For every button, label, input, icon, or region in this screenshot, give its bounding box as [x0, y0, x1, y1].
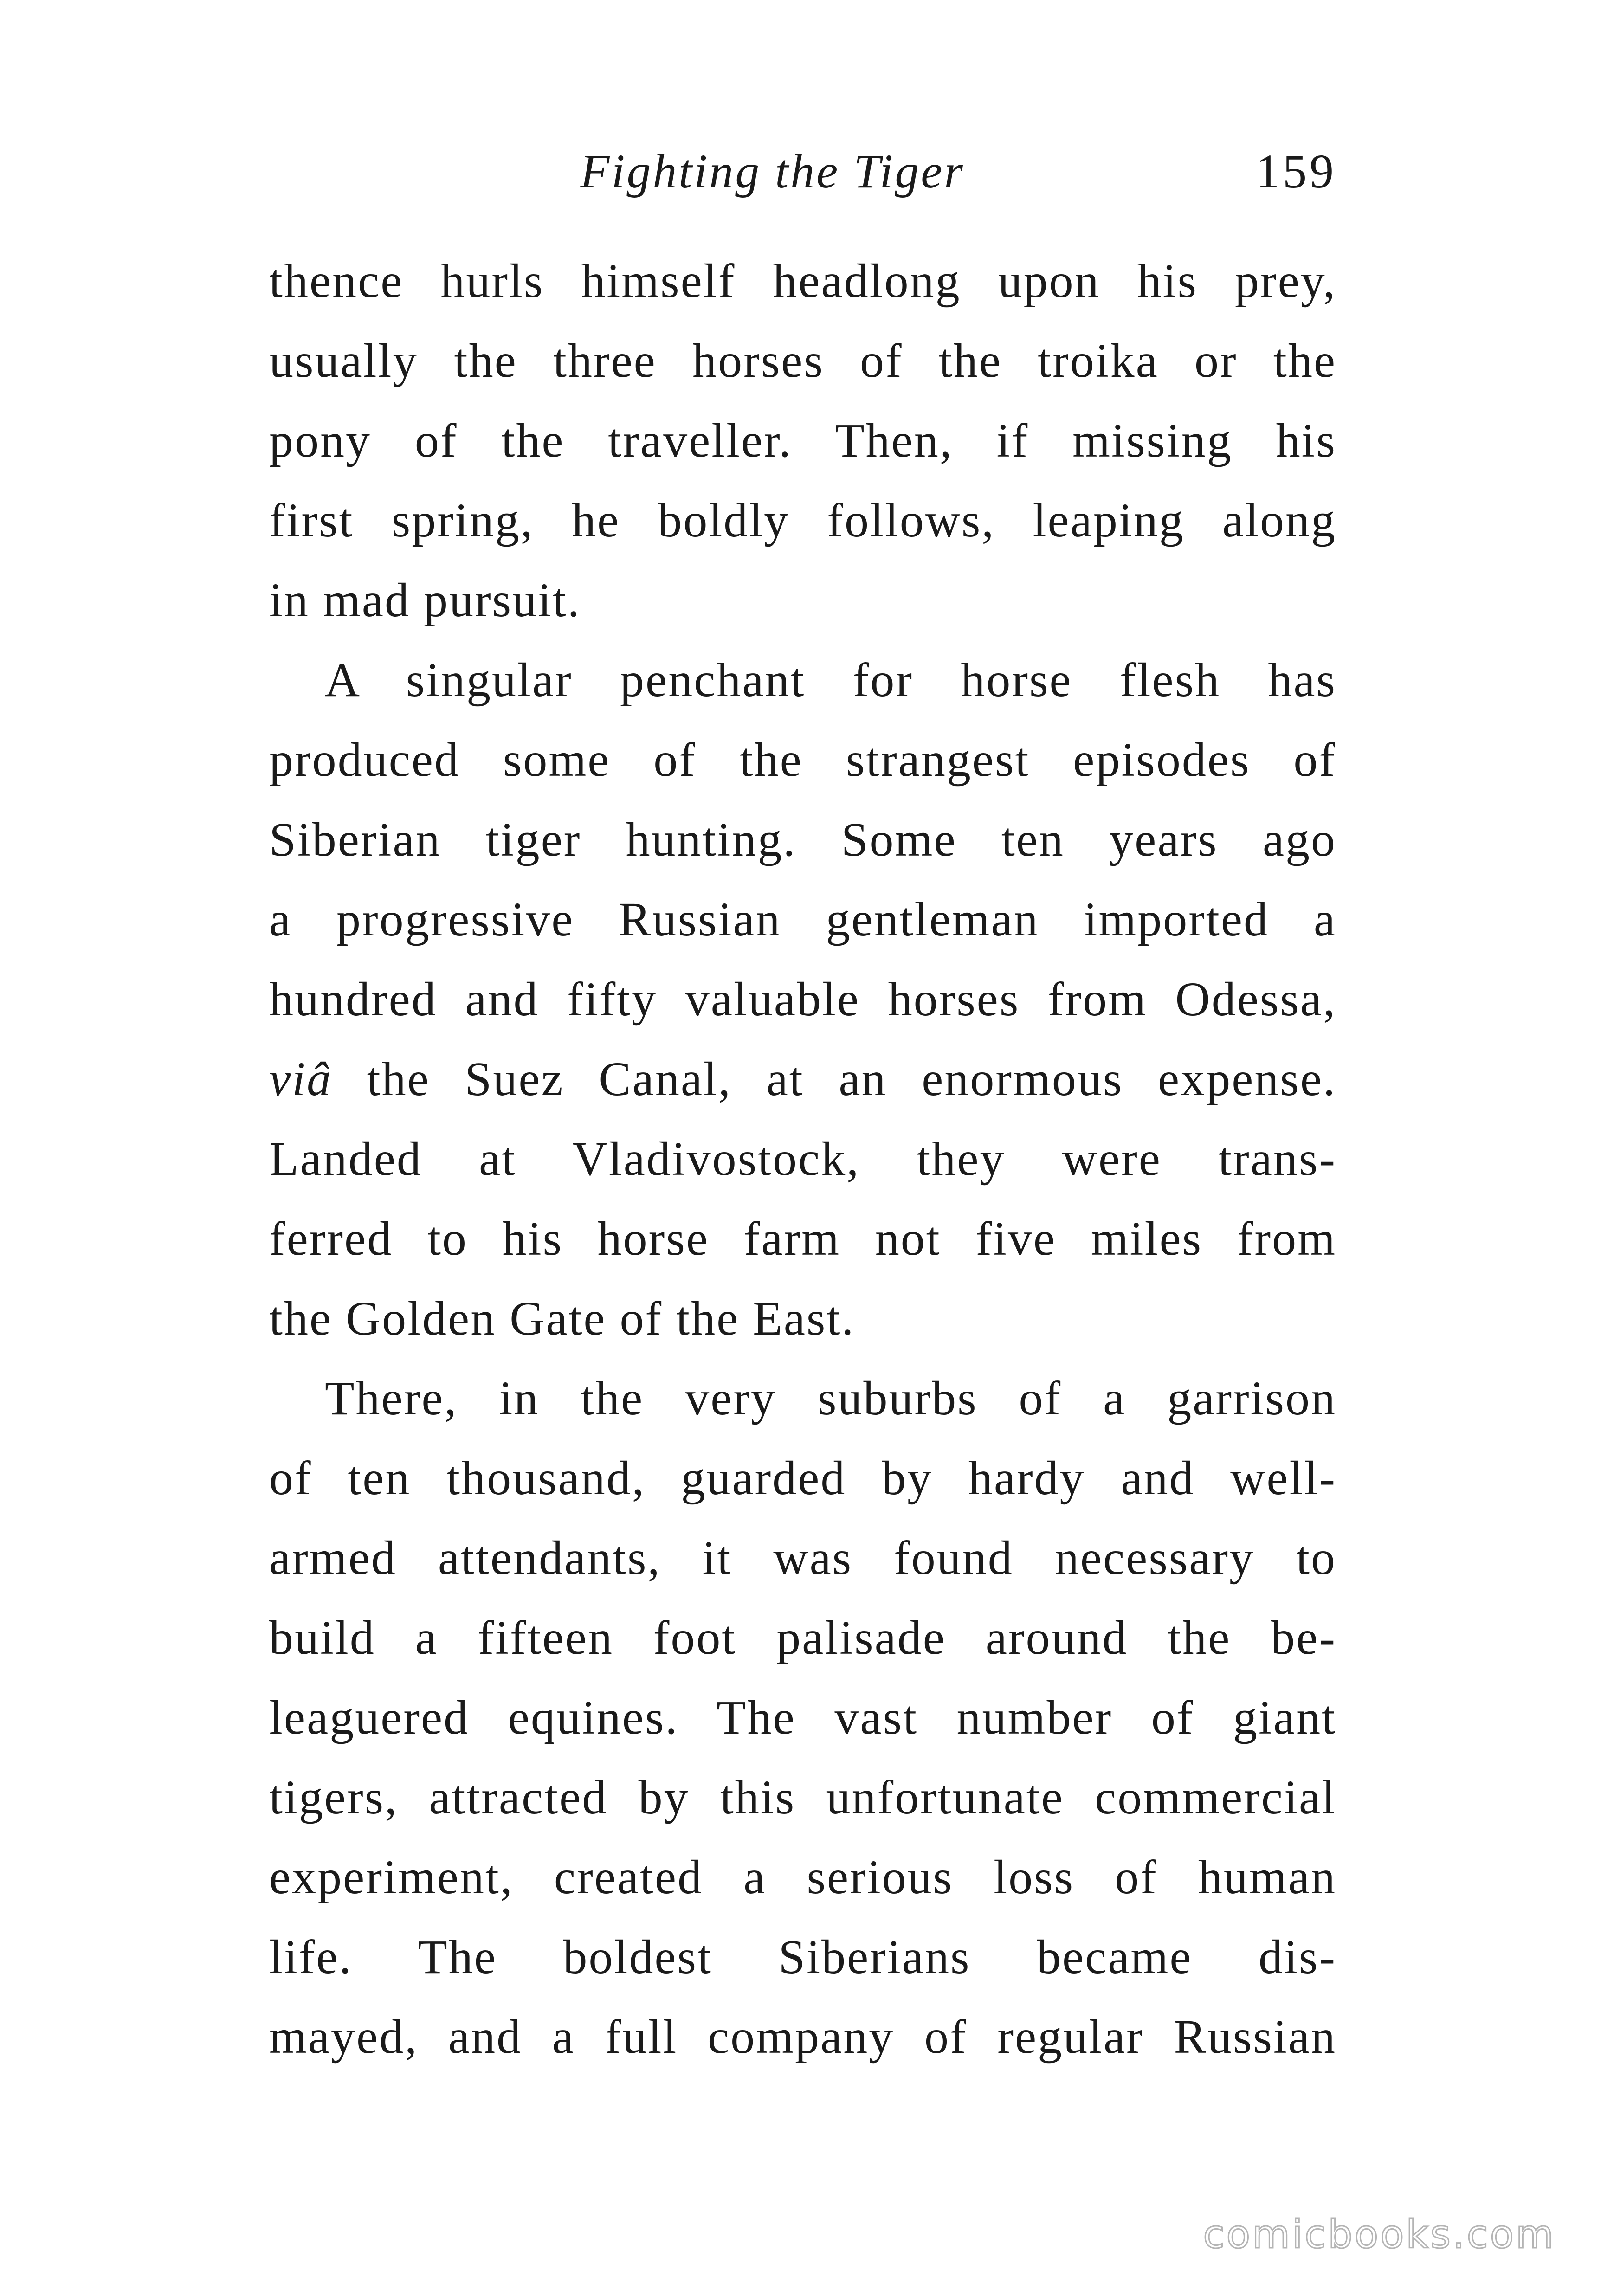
- running-head: [269, 139, 1336, 204]
- text-line: Landed at Vladivostock, they were trans-: [269, 1132, 1336, 1186]
- text-line: armed attendants, it was found necessary to: [269, 1531, 1336, 1585]
- running-title: Fighting the Tiger: [580, 145, 965, 198]
- text-line: produced some of the strangest episodes of: [269, 733, 1336, 787]
- text-line: of ten thousand, guarded by hardy and well-: [269, 1451, 1336, 1505]
- text-line: [269, 1039, 1336, 1119]
- text-line: build a fifteen foot palisade around the be-: [269, 1611, 1336, 1664]
- text-line: first spring, he boldly follows, leaping along: [269, 494, 1336, 547]
- page-number: 159: [1256, 145, 1336, 198]
- text-line: mayed, and a full company of regular Russian: [269, 2010, 1336, 2064]
- italic-word: viâ: [269, 1052, 333, 1106]
- text-line: a progressive Russian gentleman imported a: [269, 893, 1336, 946]
- text-line: the Golden Gate of the East.: [269, 1292, 855, 1345]
- text-line: tigers, attracted by this unfortunate commercial: [269, 1771, 1336, 1824]
- body-text: [269, 241, 1336, 2077]
- text-line: usually the three horses of the troika or the: [269, 334, 1336, 387]
- text-line-rest: the Suez Canal, at an enormous expense.: [367, 1052, 1336, 1106]
- text-line: in mad pursuit.: [269, 574, 581, 627]
- text-line: leaguered equines. The vast number of giant: [269, 1691, 1336, 1744]
- text-line: There, in the very suburbs of a garrison: [325, 1372, 1336, 1425]
- text-line: hundred and fifty valuable horses from Odessa,: [269, 973, 1336, 1026]
- text-line: ferred to his horse farm not five miles from: [269, 1212, 1336, 1265]
- text-line: thence hurls himself headlong upon his prey,: [269, 254, 1336, 308]
- text-line: life. The boldest Siberians became dis-: [269, 1930, 1336, 1984]
- watermark: comicbooks.com: [1203, 2212, 1556, 2257]
- text-line: Siberian tiger hunting. Some ten years ago: [269, 813, 1336, 866]
- text-line: experiment, created a serious loss of human: [269, 1851, 1336, 1904]
- text-line: pony of the traveller. Then, if missing his: [269, 414, 1336, 467]
- text-line: A singular penchant for horse flesh has: [325, 653, 1336, 707]
